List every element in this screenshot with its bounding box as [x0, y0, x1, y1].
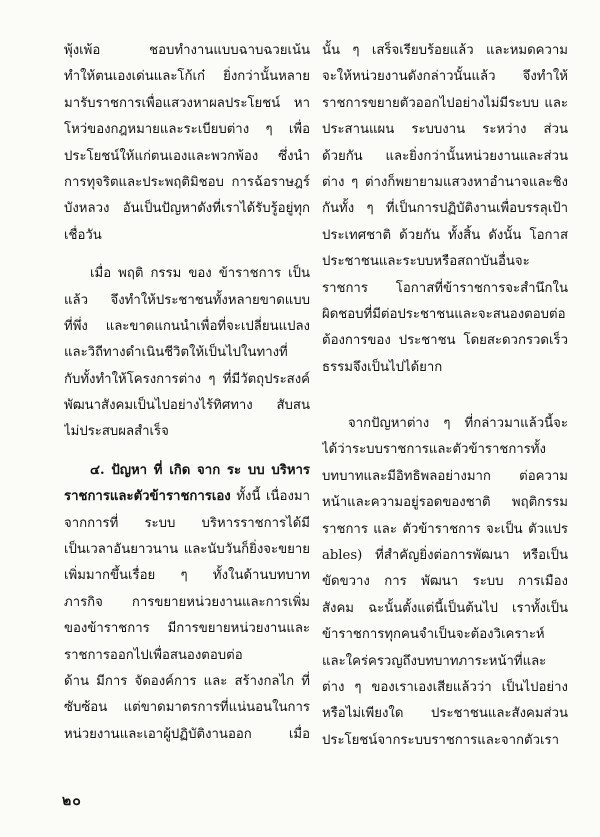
text-line: เพิ่มมากขึ้นเรื่อย ๆ ทั้งในด้านบทบาท [64, 568, 310, 584]
text-line: ของข้าราชการ มีการขยายหน่วยงานและ [64, 621, 310, 637]
text-line: สังคม ฉะนั้นตั้งแต่นี้เป็นต้นไป เราทั้งเป็น [322, 600, 568, 616]
text-line: จากปัญหาต่าง ๆ ที่กล่าวมาแล้วนี้จะ [348, 416, 568, 432]
text-line: ประเทศชาติ ด้วยกัน ทั้งสิ้น ดังนั้น โอกาส [322, 227, 568, 243]
right-paragraph-2 [322, 411, 568, 754]
text-line: ซับซ้อน แต่ขาดมาตรการที่แน่นอนในการ [64, 700, 310, 716]
text-line: ไม่ประสบผลสำเร็จ [64, 424, 169, 440]
left-paragraph-3 [64, 458, 310, 748]
text-line: ที่พึ่ง และขาดแกนนำเพื่อที่จะเปลี่ยนแปลง [64, 318, 310, 334]
text-line: ผิดชอบที่มีต่อประชาชนและจะสนองตอบต่อ [322, 306, 566, 322]
text-line: พุ้งเพ้อ ชอบทำงานแบบฉาบฉวยเน้น [64, 43, 310, 58]
text-line: ต่าง ๆ ต่างก็พยายามแสวงหาอำนาจและชิง [322, 174, 568, 190]
text-line: ขัดขวาง การ พัฒนา ระบบ การเมือง [322, 574, 568, 590]
text-fragment: ทั้งนี้ เนื่องมา [236, 489, 310, 505]
text-line: พัฒนาสังคมเป็นไปอย่างไร้ทิศทาง สับสน [64, 398, 310, 414]
text-line: การทุจริตและประพฤติมิชอบ การฉ้อราษฎร์ [64, 174, 310, 190]
text-line: ธรรมจึงเป็นไปได้ยาก [322, 359, 443, 375]
text-line: เชื่อวัน [64, 227, 102, 243]
text-line: ราชการ โอกาสที่ข้าราชการจะสำนึกใน [322, 280, 568, 296]
text-line: ภารกิจ การขยายหน่วยงานและการเพิ่ม [64, 594, 310, 610]
text-line: เป็นเวลาอันยาวนาน และนับวันก็ยิ่งจะขยาย [64, 542, 310, 558]
text-line: ประโยชน์จากระบบราชการและจากตัวเรา [322, 732, 559, 748]
text-line: ประสานแผน ระบบงาน ระหว่าง ส่วน [322, 122, 568, 138]
text-line: หน่วยงานและเอาผู้ปฏิบัติงานออก เมื่อ [64, 726, 310, 742]
text-line: ประโยชน์ให้แก่ตนเองและพวกพ้อง ซึ่งนำ [64, 148, 310, 164]
text-line: มารับราชการเพื่อแสวงหาผลประโยชน์ หา [64, 95, 310, 111]
text-line: ต่าง ๆ ของเราเองเสียแล้วว่า เป็นไปอย่าง [322, 679, 568, 695]
text-line: เมื่อ พฤติ กรรม ของ ข้าราชการ เป็น [90, 266, 310, 282]
text-line: และวิถีทางดำเนินชีวิตให้เป็นไปในทางที่ [64, 345, 288, 361]
text-line: ข้าราชการทุกคนจำเป็นจะต้องวิเคราะห์ [322, 627, 545, 643]
text-line: ables) ที่สำคัญยิ่งต่อการพัฒนา หรือเป็น [322, 548, 568, 564]
text-line: ราชการ และ ตัวข้าราชการ จะเป็น ตัวแปร [322, 521, 568, 537]
left-paragraph-2 [64, 261, 310, 446]
text-line: ทำให้ตนเองเด่นและโก้เก๋ ยิ่งกว่านั้นหลาย [64, 69, 310, 85]
text-line: ต้องการของ ประชาชน โดยสะดวกรวดเร็ว [322, 333, 568, 349]
left-column [64, 38, 310, 748]
text-line: ได้ว่าระบบราชการและตัวข้าราชการทั้ง [322, 442, 546, 458]
section-heading: ๔. ปัญหา ที่ เกิด จาก ระ บบ บริหาร [90, 462, 310, 478]
text-line: แล้ว จึงทำให้ประชาชนทั้งหลายขาดแบบ [64, 292, 310, 308]
page-number: ๒๐ [62, 793, 82, 809]
text-line: หรือไม่เพียงใด ประชาชนและสังคมส่วน [322, 706, 568, 722]
text-line: บังหลวง อันเป็นปัญหาดังที่เราได้รับรู้อยู่ทุก [64, 201, 310, 217]
text-line: หน้าและความอยู่รอดของชาติ พฤติกรรม [322, 495, 568, 511]
text-line: กับทั้งทำให้โครงการต่าง ๆ ที่มีวัตถุประสงค์ [64, 371, 310, 387]
right-paragraph-1 [322, 38, 568, 381]
text-line: โหว่ของกฎหมายและระเบียบต่าง ๆ เพื่อ [64, 122, 310, 138]
text-line: ราชการขยายตัวออกไปอย่างไม่มีระบบ และ [322, 95, 568, 111]
text-line: กันทั้ง ๆ ที่เป็นการปฏิบัติงานเพื่อบรรลุเป้า [322, 201, 568, 217]
text-line: บทบาทและมีอิทธิพลอย่างมาก ต่อความ [322, 468, 568, 484]
text-line: จากการที่ ระบบ บริหารราชการได้มี [64, 515, 310, 531]
text-line: จะให้หน่วยงานดังกล่าวนั้นแล้ว จึงทำให้ [322, 69, 568, 85]
text-line: ประชาชนและระบบหรือสถาบันอื่นจะ [322, 254, 530, 270]
section-heading-line-2 [64, 484, 310, 510]
text-line: นั้น ๆ เสร็จเรียบร้อยแล้ว และหมดความ [322, 43, 568, 58]
left-paragraph-1 [64, 38, 310, 249]
right-column [322, 38, 568, 754]
text-line: ด้าน มีการ จัดองค์การ และ สร้างกลไก ที่ [64, 673, 310, 689]
section-heading-continued: ราชการและตัวข้าราชการเอง [64, 489, 231, 505]
text-line: ราชการออกไปเพื่อสนองตอบต่อ [64, 647, 243, 663]
text-line: ด้วยกัน และยิ่งกว่านั้นหน่วยงานและส่วน [322, 148, 568, 164]
text-line: และใคร่ครวญถึงบทบาทภาระหน้าที่และ [322, 653, 547, 669]
